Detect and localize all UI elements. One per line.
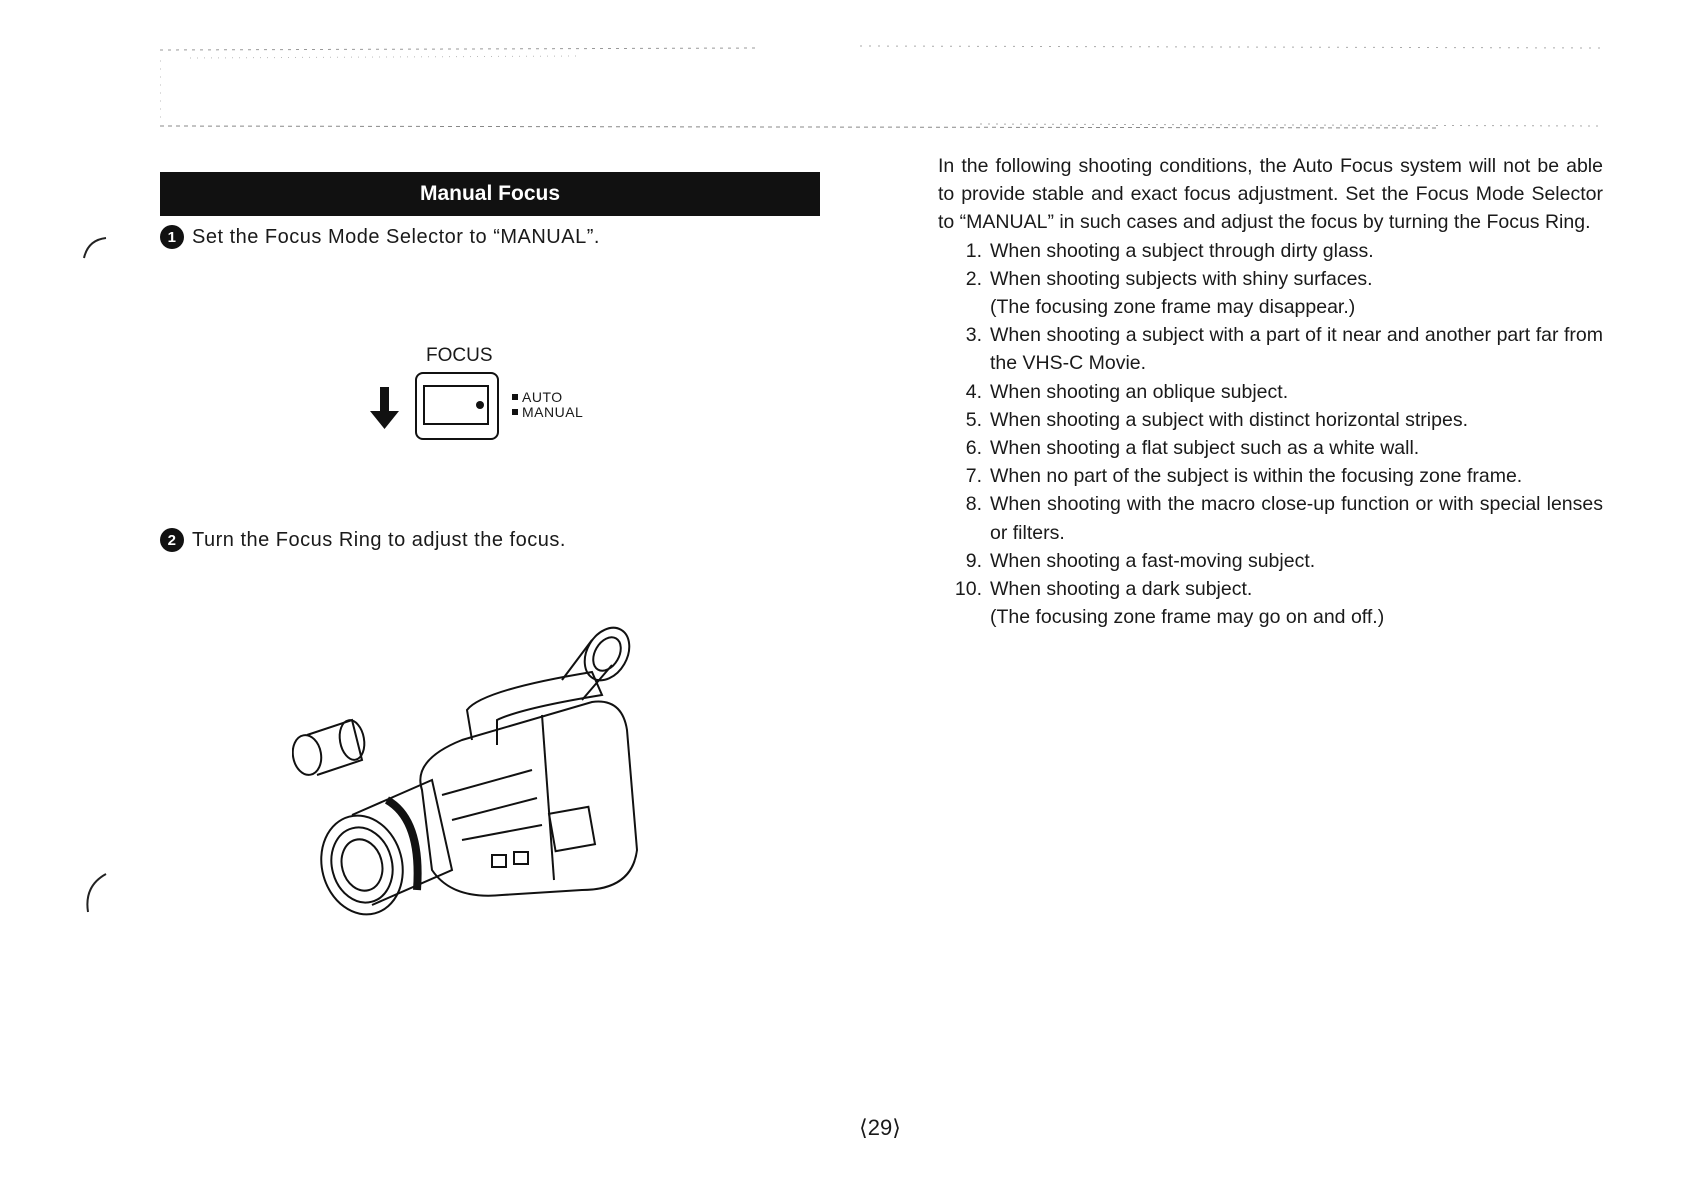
item-number: 1. — [965, 239, 982, 262]
item-text: When shooting a subject through dirty glass. — [990, 239, 1374, 262]
step-1 — [160, 225, 600, 249]
item-note: (The focusing zone frame may go on and off.) — [990, 606, 1385, 629]
focus-label: FOCUS — [426, 345, 493, 366]
item-text: When shooting a fast-moving subject. — [990, 549, 1316, 572]
item-number: 3. — [965, 324, 982, 347]
list-item — [938, 406, 1603, 434]
item-text: When shooting subjects with shiny surfaces. (The focusing zone frame may disappear.) — [990, 265, 1603, 321]
item-number: 9. — [965, 549, 982, 572]
focus-switch-diagram — [360, 345, 610, 445]
list-item — [938, 378, 1603, 406]
right-column — [938, 152, 1603, 631]
item-text: When shooting a dark subject. (The focusing zone frame may go on and off.) — [990, 575, 1603, 631]
intro-paragraph: In the following shooting conditions, the Auto Focus system will not be able to provide stable and exact focus adjustment. Set the Focus Mode Selector to “MANUAL” in such cases and adjust the focus by turning the Focus Ring. — [938, 155, 1603, 234]
item-text: When shooting a flat subject such as a white wall. — [990, 437, 1420, 460]
item-text: When shooting an oblique subject. — [990, 380, 1289, 403]
section-title: Manual Focus — [160, 172, 820, 216]
margin-mark — [82, 870, 112, 920]
switch-option-auto: AUTO — [512, 389, 563, 405]
step-number: 1 — [160, 225, 184, 249]
camcorder-illustration — [292, 620, 652, 940]
item-number: 2. — [965, 267, 982, 290]
item-text: When shooting a subject with a part of it near and another part far from the VHS-C Movie. — [990, 324, 1603, 375]
list-item — [938, 265, 1603, 321]
list-item — [938, 490, 1603, 546]
page-number: ⟨29⟩ — [859, 1115, 901, 1140]
step-text: Turn the Focus Ring to adjust the focus. — [192, 528, 566, 551]
list-item — [938, 237, 1603, 265]
scan-noise-band — [160, 40, 1600, 136]
focus-switch-illustration — [360, 369, 510, 445]
item-note: (The focusing zone frame may disappear.) — [990, 296, 1356, 319]
conditions-list — [938, 237, 1603, 632]
item-number: 4. — [965, 380, 982, 403]
item-text: When shooting with the macro close-up function or with special lenses or filters. — [990, 493, 1603, 544]
item-text: When shooting a subject with distinct horizontal stripes. — [990, 408, 1468, 431]
item-number: 7. — [965, 465, 982, 488]
arrow-down-icon — [370, 387, 399, 429]
item-number: 10. — [954, 578, 982, 601]
step-2 — [160, 528, 566, 552]
margin-mark — [80, 232, 110, 262]
item-text: When no part of the subject is within the focusing zone frame. — [990, 465, 1523, 488]
item-number: 5. — [965, 408, 982, 431]
item-number: 8. — [965, 493, 982, 516]
list-item — [938, 547, 1603, 575]
step-number: 2 — [160, 528, 184, 552]
list-item — [938, 462, 1603, 490]
list-item — [938, 434, 1603, 462]
switch-option-manual: MANUAL — [512, 404, 583, 420]
item-number: 6. — [965, 437, 982, 460]
list-item — [938, 321, 1603, 377]
list-item — [938, 575, 1603, 631]
step-text: Set the Focus Mode Selector to “MANUAL”. — [192, 225, 600, 248]
